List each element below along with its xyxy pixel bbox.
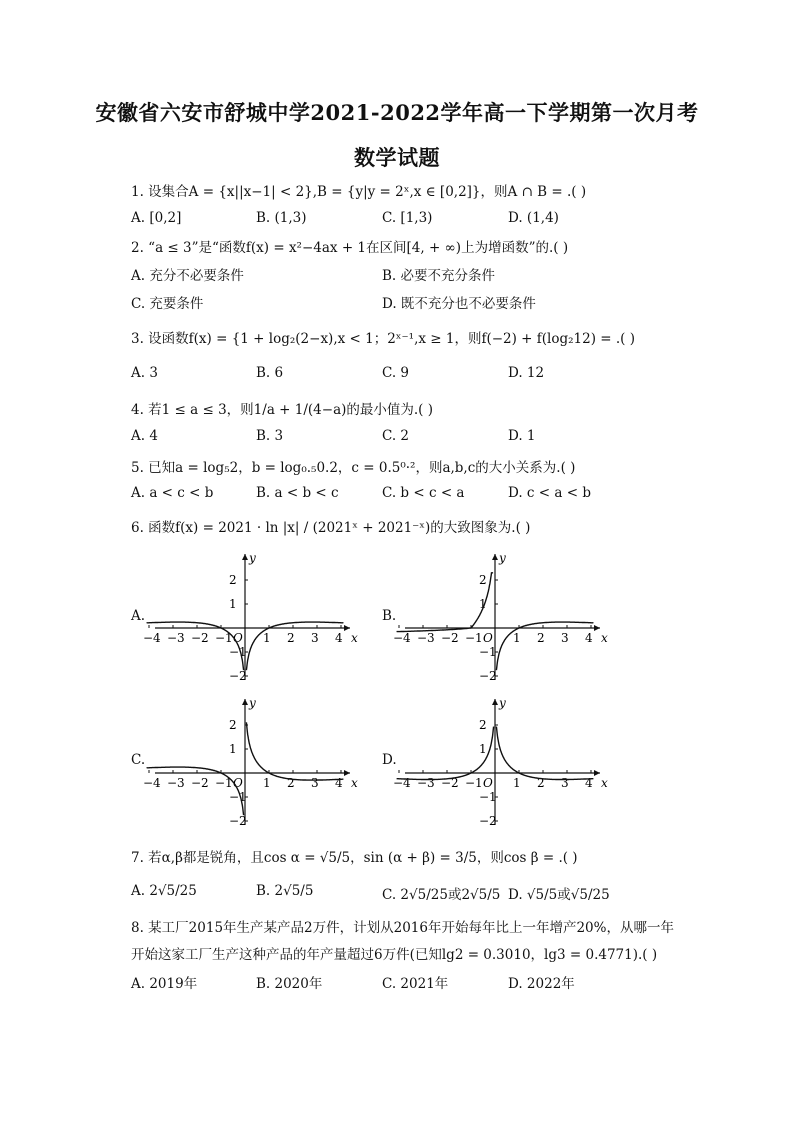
y-tick-label: −2 [229, 814, 247, 828]
x-tick-label: −4 [143, 776, 161, 790]
y-tick-label: −2 [229, 669, 247, 683]
q5-option-a: A. a < c < b [131, 485, 214, 501]
question-7: 7. 若α,β都是锐角，且cos α = √5/5，sin (α + β) = 3/5，则cos β = .( ) [131, 850, 578, 866]
q7-option-a: A. 2√5/25 [131, 883, 197, 899]
graph-d [393, 695, 610, 830]
question-8-line-2: 开始这家工厂生产这种产品的年产量超过6万件(已知lg2 = 0.3010，lg3 = 0.4771).( ) [131, 947, 658, 963]
curve-right [246, 622, 343, 670]
x-tick-label: −1 [215, 631, 233, 645]
x-tick-label: −3 [167, 776, 185, 790]
x-tick-label: 1 [513, 631, 521, 645]
question-6: 6. 函数f(x) = 2021 · ln |x| / (2021ˣ + 2021⁻ˣ)的大致图象为.( ) [131, 520, 531, 536]
q8-option-c: C. 2021年 [382, 976, 449, 992]
question-8-line-1: 8. 某工厂2015年生产某产品2万件，计划从2016年开始每年比上一年增产20%，从哪一年 [131, 920, 674, 936]
q6-option-c: C. [131, 752, 146, 768]
x-tick-label: 1 [263, 776, 271, 790]
y-tick-label: 1 [479, 597, 487, 611]
q1-option-b: B. (1,3) [256, 210, 307, 226]
x-axis-arrow [594, 625, 600, 631]
graph-a [143, 550, 360, 685]
y-tick-label: 2 [479, 573, 487, 587]
q2-option-c: C. 充要条件 [131, 296, 204, 312]
y-axis-label: y [249, 551, 256, 565]
y-tick-label: −1 [229, 645, 247, 659]
y-tick-label: −1 [229, 790, 247, 804]
question-3: 3. 设函数f(x) = {1 + log₂(2−x),x < 1；2ˣ⁻¹,x ≥ 1，则f(−2) + f(log₂12) = .( ) [131, 331, 635, 347]
x-tick-label: −4 [393, 776, 411, 790]
x-tick-label: O [233, 776, 243, 790]
q3-option-b: B. 6 [256, 365, 284, 381]
q2-option-b: B. 必要不充分条件 [382, 268, 496, 284]
y-tick-label: −1 [479, 790, 497, 804]
graph-b [393, 550, 610, 685]
x-tick-label: O [483, 631, 493, 645]
x-axis-label: x [351, 631, 358, 645]
y-tick-label: 1 [229, 742, 237, 756]
x-tick-label: −4 [393, 631, 411, 645]
y-axis-arrow [492, 554, 498, 560]
q3-option-d: D. 12 [508, 365, 545, 381]
x-tick-label: 1 [513, 776, 521, 790]
q4-option-b: B. 3 [256, 428, 284, 444]
q1-option-a: A. [0,2] [131, 210, 182, 226]
q6-option-b: B. [382, 608, 397, 624]
x-tick-label: 3 [561, 776, 569, 790]
x-tick-label: 4 [335, 631, 343, 645]
q5-option-b: B. a < b < c [256, 485, 339, 501]
x-tick-label: 2 [287, 776, 295, 790]
y-tick-label: 1 [229, 597, 237, 611]
question-2: 2. “a ≤ 3”是“函数f(x) = x²−4ax + 1在区间[4, + ∞)上为增函数”的.( ) [131, 240, 569, 256]
q4-option-c: C. 2 [382, 428, 410, 444]
y-axis-arrow [492, 699, 498, 705]
q7-option-c: C. 2√5/25或2√5/5 [382, 887, 501, 903]
q1-option-d: D. (1,4) [508, 210, 559, 226]
y-axis-label: y [499, 551, 506, 565]
y-axis-label: y [249, 696, 256, 710]
q5-option-d: D. c < a < b [508, 485, 591, 501]
q4-option-d: D. 1 [508, 428, 536, 444]
question-4: 4. 若1 ≤ a ≤ 3，则1/a + 1/(4−a)的最小值为.( ) [131, 402, 434, 418]
q1-option-c: C. [1,3) [382, 210, 433, 226]
q5-option-c: C. b < c < a [382, 485, 465, 501]
x-tick-label: −2 [441, 776, 459, 790]
curve-right [246, 722, 343, 780]
q6-option-d: D. [382, 752, 397, 768]
x-tick-label: 1 [263, 631, 271, 645]
q7-option-b: B. 2√5/5 [256, 883, 314, 899]
q2-option-d: D. 既不充分也不必要条件 [382, 296, 536, 312]
x-tick-label: −3 [417, 631, 435, 645]
curve-right [496, 622, 593, 670]
x-tick-label: −1 [215, 776, 233, 790]
q8-option-a: A. 2019年 [131, 976, 198, 992]
x-tick-label: 4 [585, 631, 593, 645]
x-tick-label: 2 [537, 631, 545, 645]
x-tick-label: −3 [167, 631, 185, 645]
y-axis-arrow [242, 699, 248, 705]
q4-option-a: A. 4 [131, 428, 158, 444]
x-tick-label: 4 [585, 776, 593, 790]
q3-option-c: C. 9 [382, 365, 410, 381]
x-tick-label: −2 [441, 631, 459, 645]
x-tick-label: 4 [335, 776, 343, 790]
y-tick-label: 2 [229, 718, 237, 732]
x-axis-arrow [594, 770, 600, 776]
x-tick-label: O [483, 776, 493, 790]
x-tick-label: −2 [191, 776, 209, 790]
x-tick-label: 3 [561, 631, 569, 645]
y-axis-arrow [242, 554, 248, 560]
y-tick-label: 2 [479, 718, 487, 732]
y-tick-label: 1 [479, 742, 487, 756]
y-tick-label: −2 [479, 669, 497, 683]
x-tick-label: −4 [143, 631, 161, 645]
page-subtitle: 数学试题 [354, 145, 440, 170]
x-tick-label: 2 [287, 631, 295, 645]
y-axis-label: y [499, 696, 506, 710]
x-axis-label: x [601, 631, 608, 645]
x-tick-label: 3 [311, 631, 319, 645]
x-tick-label: −1 [465, 776, 483, 790]
x-tick-label: −1 [465, 631, 483, 645]
x-axis-arrow [344, 770, 350, 776]
page-title: 安徽省六安市舒城中学2021-2022学年高一下学期第一次月考 [95, 100, 699, 125]
x-tick-label: O [233, 631, 243, 645]
q7-option-d: D. √5/5或√5/25 [508, 887, 610, 903]
q3-option-a: A. 3 [131, 365, 158, 381]
x-axis-label: x [351, 776, 358, 790]
x-tick-label: 3 [311, 776, 319, 790]
q2-option-a: A. 充分不必要条件 [131, 268, 244, 284]
curve-right [496, 727, 593, 780]
x-tick-label: −2 [191, 631, 209, 645]
q8-option-d: D. 2022年 [508, 976, 575, 992]
y-tick-label: 2 [229, 573, 237, 587]
y-tick-label: −1 [479, 645, 497, 659]
x-axis-arrow [344, 625, 350, 631]
x-tick-label: 2 [537, 776, 545, 790]
y-tick-label: −2 [479, 814, 497, 828]
q6-option-a: A. [131, 608, 146, 624]
graph-c [143, 695, 360, 830]
question-1: 1. 设集合A = {x||x−1| < 2},B = {y|y = 2ˣ,x ∈ [0,2]}，则A ∩ B = .( ) [131, 184, 587, 200]
q8-option-b: B. 2020年 [256, 976, 323, 992]
question-5: 5. 已知a = log₅2，b = log₀.₅0.2，c = 0.5⁰·²，则a,b,c的大小关系为.( ) [131, 460, 576, 476]
x-tick-label: −3 [417, 776, 435, 790]
x-axis-label: x [601, 776, 608, 790]
